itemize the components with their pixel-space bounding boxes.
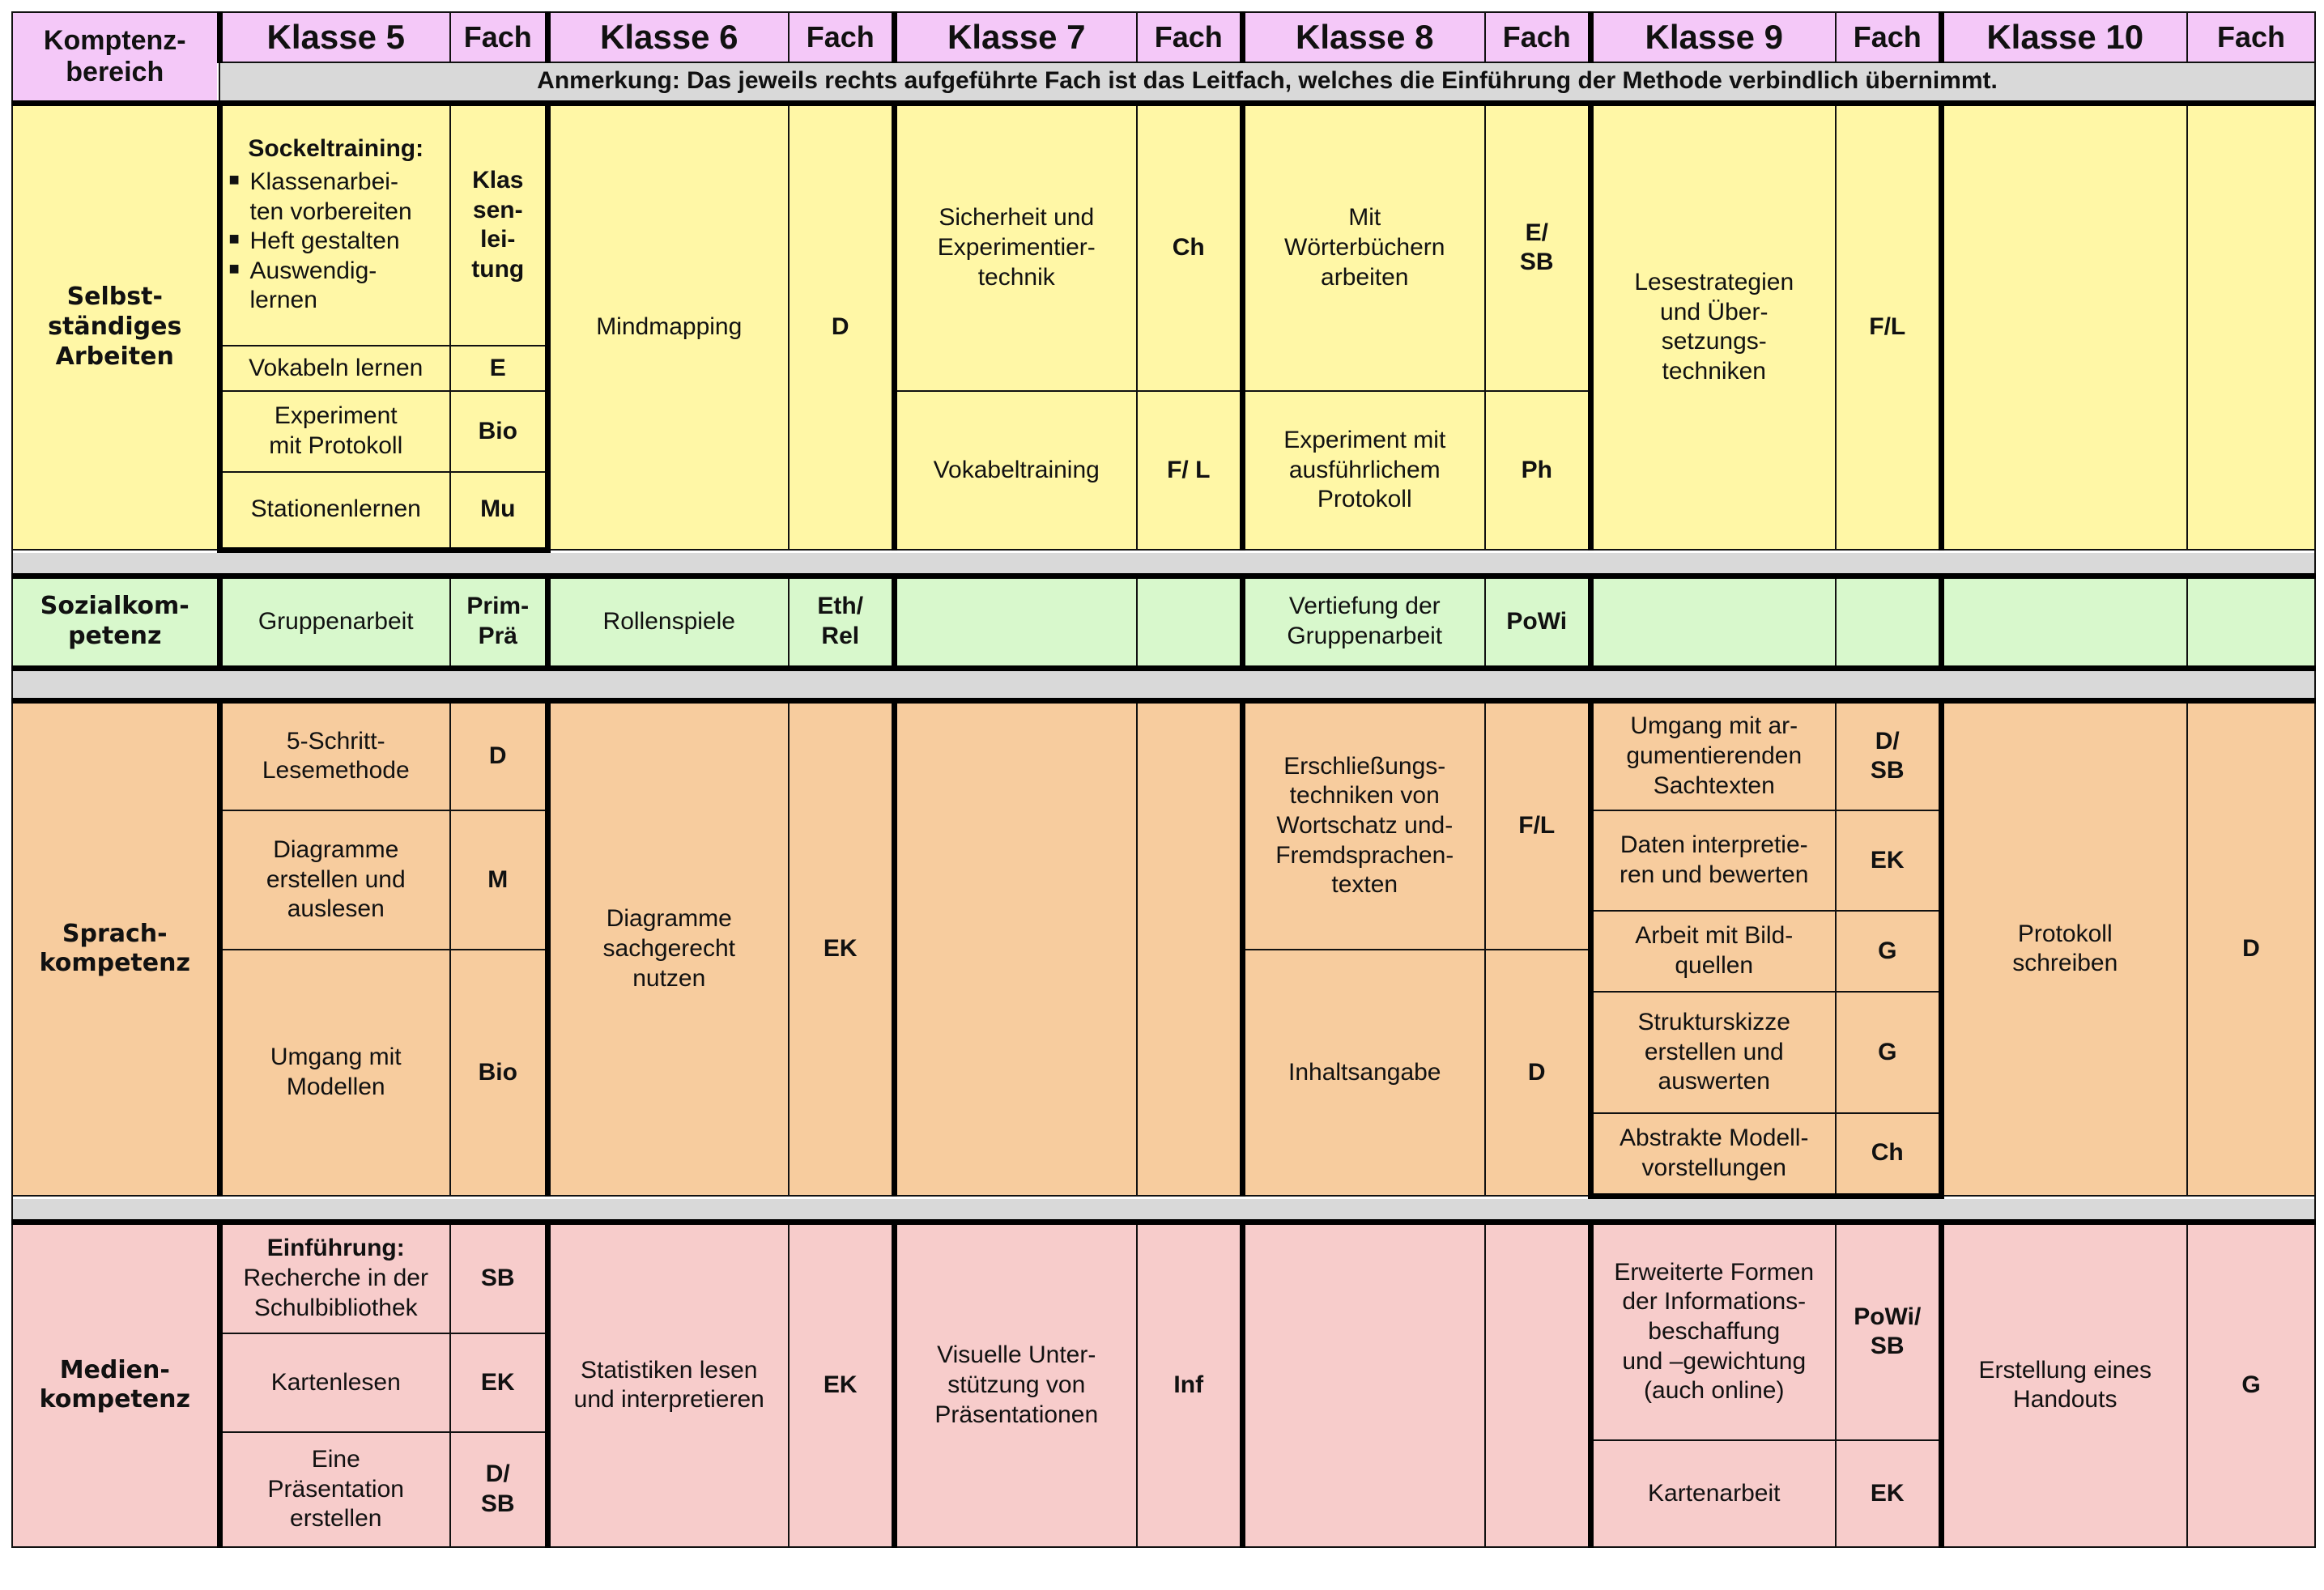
sprach-k9-topic-2: Daten interpretie- ren und bewerten — [1590, 810, 1836, 911]
sprach-k5-topic-2: Diagramme erstellen und auslesen — [219, 810, 450, 950]
list-item-text: Auswendig- lernen — [249, 257, 377, 314]
sprach-k5-topic-1: 5-Schritt- Lesemethode — [219, 700, 450, 810]
sozial-k6-topic: Rollenspiele — [547, 576, 789, 668]
sprach-k5-fach-3: Bio — [450, 950, 547, 1196]
medien-k5-fach-1: SB — [450, 1222, 547, 1333]
header-note: Anmerkung: Das jeweils rechts aufgeführte Fach ist das Leitfach, welches die Einführung der Methode verbindlich übernimmt. — [219, 62, 2315, 103]
header-fach6: Fach — [789, 12, 894, 62]
selbst-k6-fach: D — [789, 103, 894, 550]
list-item — [229, 257, 444, 316]
medien-k5-topic-1: Recherche in der Schulbibliothek — [243, 1264, 428, 1321]
selbst-k7-topic-1: Sicherheit und Experimentier- technik — [894, 103, 1137, 391]
list-item — [229, 227, 444, 257]
sprach-k9-topic-3: Arbeit mit Bild- quellen — [1590, 911, 1836, 992]
medien-k10-fach: G — [2187, 1222, 2315, 1547]
medien-k5-fach-3: D/ SB — [450, 1432, 547, 1547]
medien-k8-fach — [1485, 1222, 1590, 1547]
medien-k9-topic-2: Kartenarbeit — [1590, 1440, 1836, 1547]
separator — [12, 550, 2315, 576]
selbst-k5-topic-1: Vokabeln lernen — [219, 346, 450, 391]
sprach-k5-fach-1: D — [450, 700, 547, 810]
sozial-k9-fach — [1836, 576, 1941, 668]
header-klasse5: Klasse 5 — [219, 12, 450, 62]
header-klasse10: Klasse 10 — [1941, 12, 2187, 62]
sozial-k8-fach: PoWi — [1485, 576, 1590, 668]
selbst-k9-fach: F/L — [1836, 103, 1941, 550]
selbst-k5-sockel — [219, 103, 450, 346]
curriculum-table — [11, 11, 2316, 1548]
header-klasse9: Klasse 9 — [1590, 12, 1836, 62]
medien-k8-topic — [1242, 1222, 1485, 1547]
sprach-k7-topic — [894, 700, 1137, 1196]
medien-k5-title-1: Einführung: — [266, 1235, 405, 1262]
separator — [12, 668, 2315, 700]
bullet-icon: ■ — [228, 257, 240, 278]
selbst-k6-topic: Mindmapping — [547, 103, 789, 550]
bullet-icon: ■ — [228, 169, 240, 190]
medien-k9-topic-1: Erweiterte Formen der Informations- beschaffung und –gewichtung (auch online) — [1590, 1222, 1836, 1440]
selbst-k10-topic — [1941, 103, 2187, 550]
header-fach5: Fach — [450, 12, 547, 62]
medien-k7-fach: Inf — [1137, 1222, 1242, 1547]
list-item-text: Heft gestalten — [249, 227, 400, 255]
sockel-list — [229, 168, 444, 316]
sozial-k9-topic — [1590, 576, 1836, 668]
sprach-k8-topic-1: Erschließungs- techniken von Wortschatz und- Fremdsprachen- texten — [1242, 700, 1485, 950]
bullet-icon: ■ — [228, 228, 240, 249]
medien-k9-fach-2: EK — [1836, 1440, 1941, 1547]
sprach-k8-fach-1: F/L — [1485, 700, 1590, 950]
sprach-k9-topic-1: Umgang mit ar- gumentierenden Sachtexten — [1590, 700, 1836, 810]
selbst-k5-sockel-fach: Klas sen- lei- tung — [450, 103, 547, 346]
medien-k5-fach-2: EK — [450, 1333, 547, 1432]
header-fach9: Fach — [1836, 12, 1941, 62]
header-klasse6: Klasse 6 — [547, 12, 789, 62]
sprach-k8-fach-2: D — [1485, 950, 1590, 1196]
sprach-k6-fach: EK — [789, 700, 894, 1196]
medien-k10-topic: Erstellung eines Handouts — [1941, 1222, 2187, 1547]
sockel-title: Sockeltraining: — [248, 135, 424, 163]
selbst-k5-topic-3: Stationenlernen — [219, 472, 450, 550]
sprach-k5-fach-2: M — [450, 810, 547, 950]
medien-k9-fach-1: PoWi/ SB — [1836, 1222, 1941, 1440]
sozial-k7-fach — [1137, 576, 1242, 668]
list-item-text: Klassenarbei- ten vorbereiten — [249, 168, 412, 225]
selbst-k5-fach-2: Bio — [450, 391, 547, 472]
sprach-k8-topic-2: Inhaltsangabe — [1242, 950, 1485, 1196]
sprach-k9-fach-4: G — [1836, 992, 1941, 1113]
sprach-k9-topic-5: Abstrakte Modell- vorstellungen — [1590, 1113, 1836, 1196]
medien-k6-topic: Statistiken lesen und interpretieren — [547, 1222, 789, 1547]
sprach-k5-topic-3: Umgang mit Modellen — [219, 950, 450, 1196]
sprach-k7-fach — [1137, 700, 1242, 1196]
header-klasse8: Klasse 8 — [1242, 12, 1485, 62]
selbst-k8-fach-1: E/ SB — [1485, 103, 1590, 391]
area-sozial: Sozialkom- petenz — [12, 576, 219, 668]
selbst-k7-fach-1: Ch — [1137, 103, 1242, 391]
medien-k5-topic-2: Kartenlesen — [219, 1333, 450, 1432]
sprach-k9-fach-1: D/ SB — [1836, 700, 1941, 810]
sozial-k8-topic: Vertiefung der Gruppenarbeit — [1242, 576, 1485, 668]
area-medien: Medien- kompetenz — [12, 1222, 219, 1547]
sozial-k10-fach — [2187, 576, 2315, 668]
list-item — [229, 168, 444, 227]
sprach-k10-fach: D — [2187, 700, 2315, 1196]
selbst-k9-topic: Lesestrategien und Über- setzungs- techniken — [1590, 103, 1836, 550]
sprach-k9-fach-3: G — [1836, 911, 1941, 992]
separator — [12, 1196, 2315, 1222]
selbst-k10-fach — [2187, 103, 2315, 550]
sozial-k5-topic: Gruppenarbeit — [219, 576, 450, 668]
sozial-k6-fach: Eth/ Rel — [789, 576, 894, 668]
area-header: Komptenz- bereich — [12, 12, 219, 103]
sprach-k6-topic: Diagramme sachgerecht nutzen — [547, 700, 789, 1196]
selbst-k5-fach-3: Mu — [450, 472, 547, 550]
selbst-k5-topic-2: Experiment mit Protokoll — [219, 391, 450, 472]
area-sprach: Sprach- kompetenz — [12, 700, 219, 1196]
selbst-k5-fach-1: E — [450, 346, 547, 391]
sozial-k7-topic — [894, 576, 1137, 668]
selbst-k8-topic-2: Experiment mit ausführlichem Protokoll — [1242, 391, 1485, 550]
header-fach10: Fach — [2187, 12, 2315, 62]
sprach-k9-fach-5: Ch — [1836, 1113, 1941, 1196]
sozial-k5-fach: Prim- Prä — [450, 576, 547, 668]
sprach-k10-topic: Protokoll schreiben — [1941, 700, 2187, 1196]
sprach-k9-fach-2: EK — [1836, 810, 1941, 911]
medien-k5-topic-3: Eine Präsentation erstellen — [219, 1432, 450, 1547]
header-klasse7: Klasse 7 — [894, 12, 1137, 62]
area-selbst: Selbst- ständiges Arbeiten — [12, 103, 219, 550]
medien-k7-topic: Visuelle Unter- stützung von Präsentationen — [894, 1222, 1137, 1547]
header-fach8: Fach — [1485, 12, 1590, 62]
selbst-k8-topic-1: Mit Wörterbüchern arbeiten — [1242, 103, 1485, 391]
selbst-k7-topic-2: Vokabeltraining — [894, 391, 1137, 550]
selbst-k8-fach-2: Ph — [1485, 391, 1590, 550]
medien-k6-fach: EK — [789, 1222, 894, 1547]
sozial-k10-topic — [1941, 576, 2187, 668]
selbst-k7-fach-2: F/ L — [1137, 391, 1242, 550]
header-fach7: Fach — [1137, 12, 1242, 62]
sprach-k9-topic-4: Strukturskizze erstellen und auswerten — [1590, 992, 1836, 1113]
medien-k5-cell-1 — [219, 1222, 450, 1333]
